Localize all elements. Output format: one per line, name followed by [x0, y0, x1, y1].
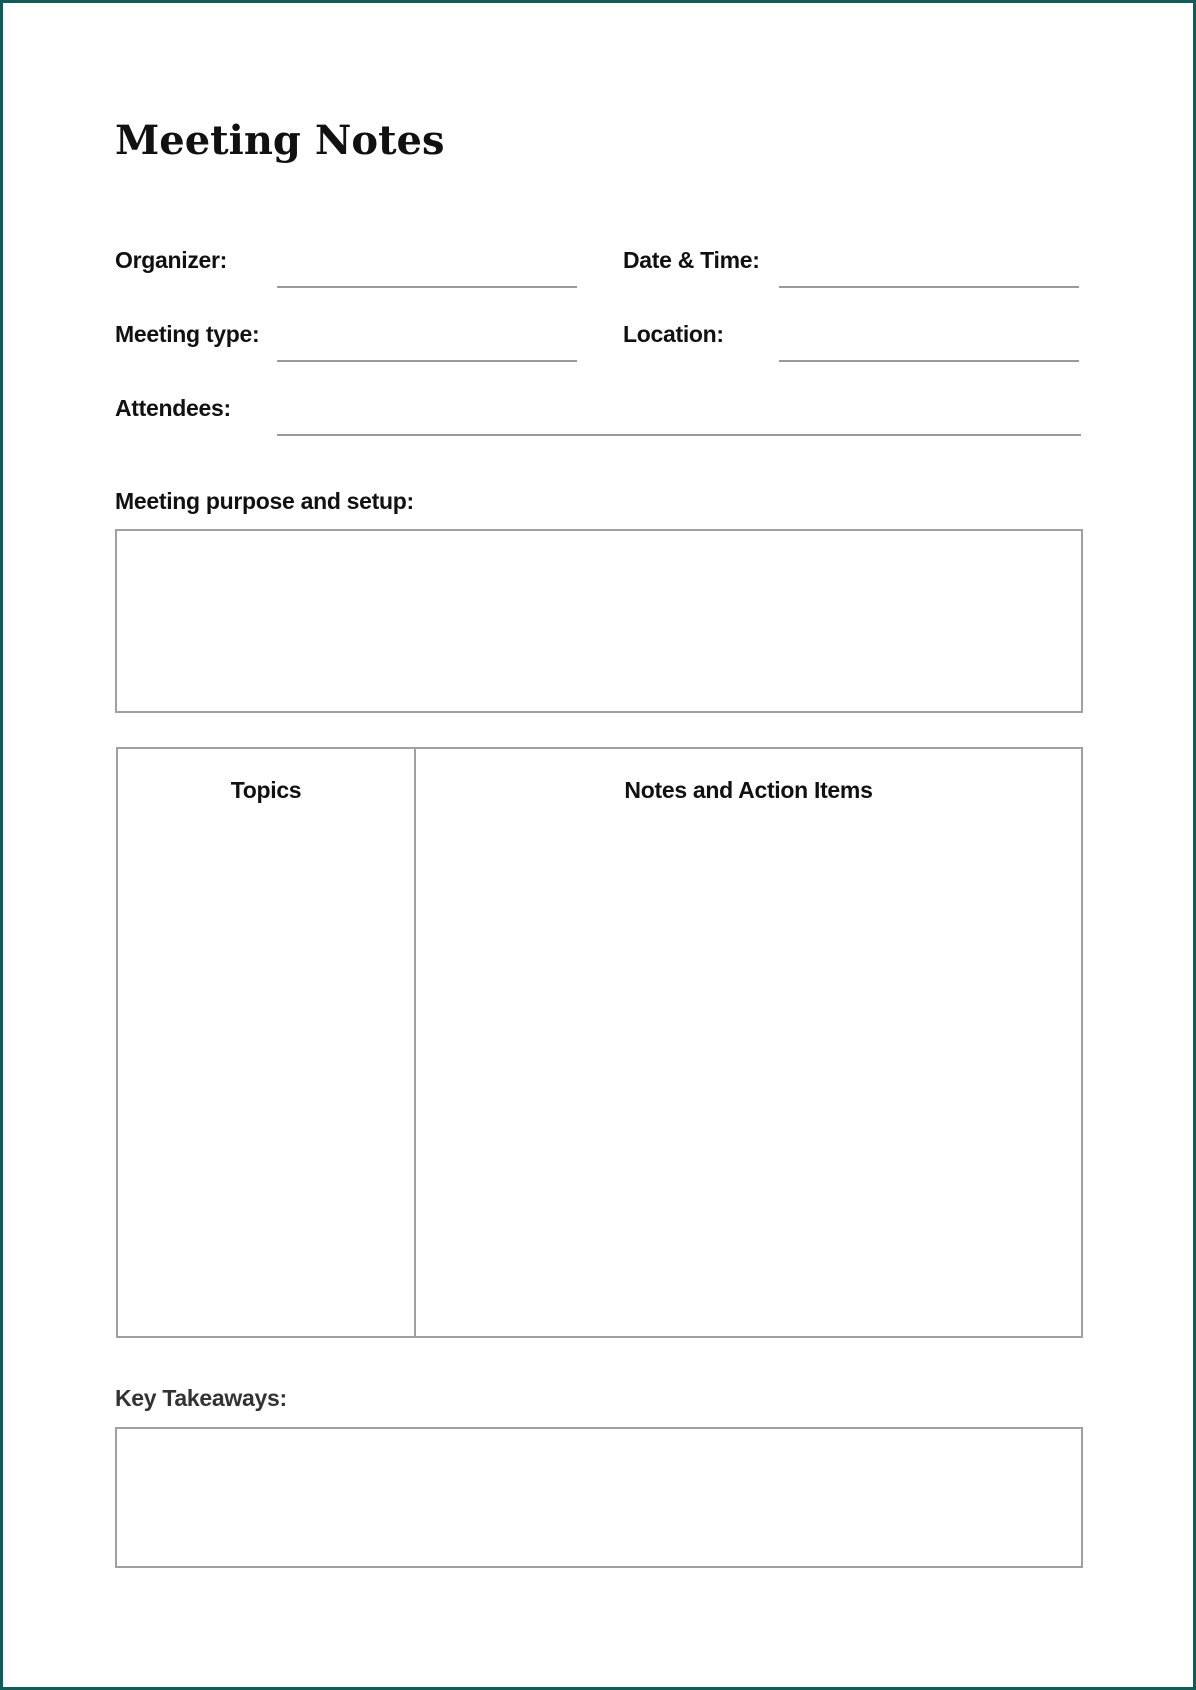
notes-column[interactable] [416, 749, 1081, 1336]
topics-header: Topics [230, 777, 302, 803]
location-field[interactable] [779, 360, 1079, 362]
purpose-label: Meeting purpose and setup: [115, 488, 414, 514]
location-label: Location: [623, 321, 724, 347]
takeaways-textarea[interactable] [115, 1427, 1083, 1568]
takeaways-label: Key Takeaways: [115, 1385, 287, 1411]
page-title: Meeting Notes [115, 117, 445, 164]
datetime-label: Date & Time: [623, 247, 760, 273]
datetime-field[interactable] [779, 286, 1079, 288]
purpose-textarea[interactable] [115, 529, 1083, 713]
notes-table [116, 747, 1083, 1338]
organizer-field[interactable] [277, 286, 577, 288]
organizer-label: Organizer: [115, 247, 228, 273]
attendees-field[interactable] [277, 434, 1081, 436]
notes-header: Notes and Action Items [624, 777, 873, 803]
meeting-type-label: Meeting type: [115, 321, 260, 347]
topics-column[interactable] [118, 749, 416, 1336]
meeting-type-field[interactable] [277, 360, 577, 362]
attendees-label: Attendees: [115, 395, 231, 421]
